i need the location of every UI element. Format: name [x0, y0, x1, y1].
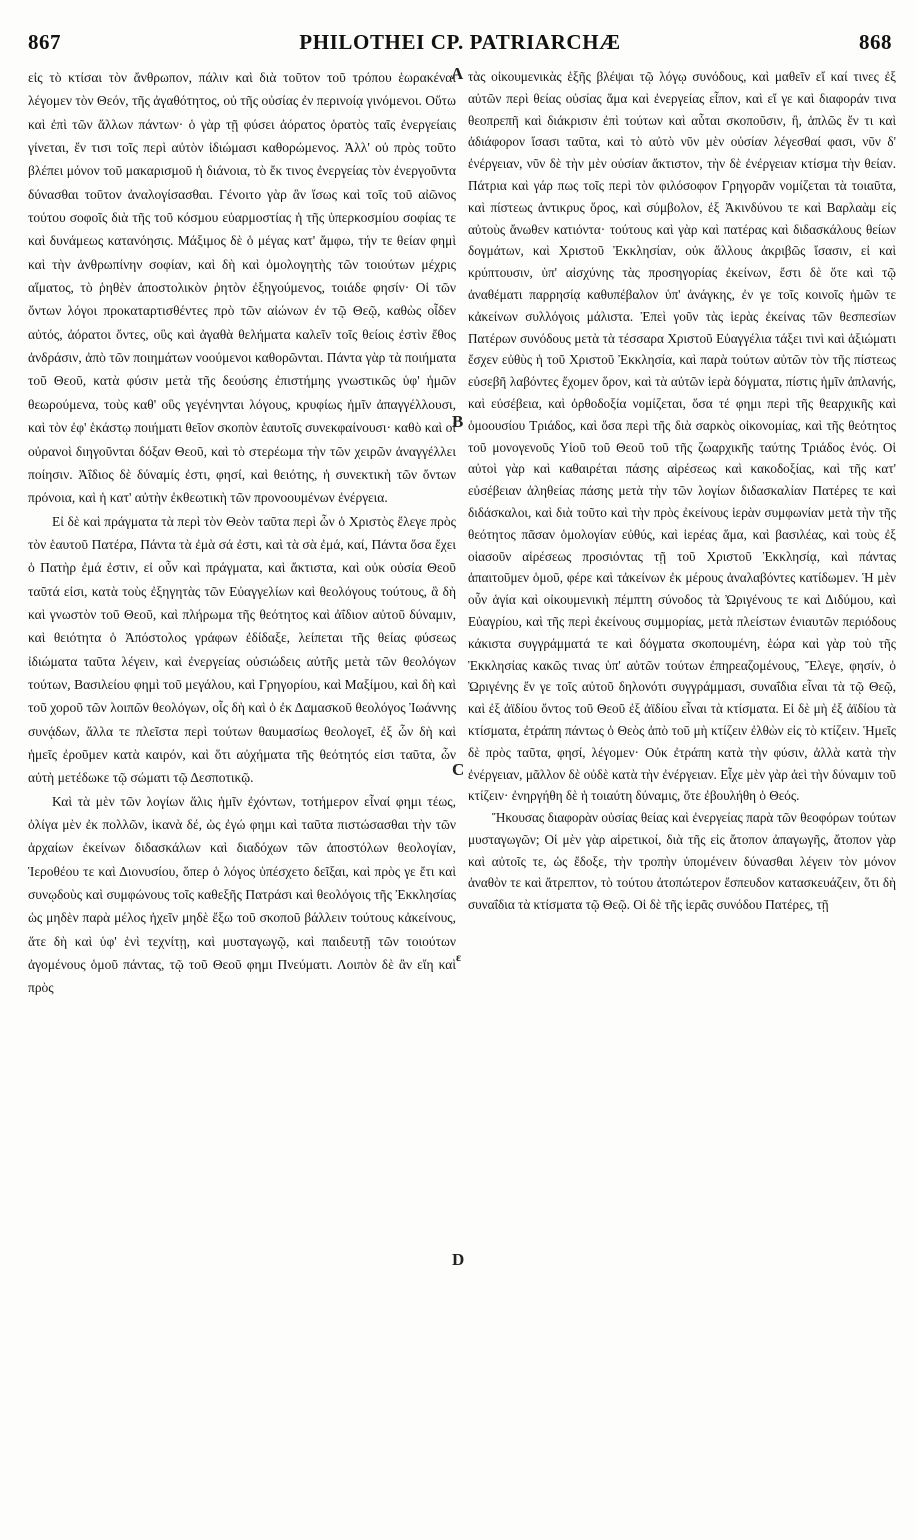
page-number-right: 868	[859, 30, 892, 54]
right-paragraph-1: τὰς οἰκουμενικὰς ἑξῆς βλέψαι τῷ λόγῳ συνόδους, καὶ μαθεῖν εἴ καί τινες ἐξ αὐτῶν περὶ θείας οὐσίας ἅμα καὶ ἐνεργείας εἶπον, καὶ εἴ γε καὶ διαφοράν τινα θεοπρεπῆ καὶ διάκρισιν ἐπὶ τούτων καὶ αὗται σκοποῦσιν, ἢ, ἁπλῶς ἔν τι καὶ ἀδιάφορον ἴσασι ταῦτα, καὶ τὸ αὐτὸ νῦν μὲν οὐσίαν λέγεσθαί φασι, νῦν δ' ἐνέργειαν, νῦν δὲ τὴν μὲν οὐσίαν ἄκτιστον, τὴν δὲ ἐνέργειαν κτίσμα τὴν θείαν. Πάτρια καὶ γάρ πως τοῖς περὶ τὸν φιλόσοφον Γρηγορᾶν νομίζεται τὰ τοιαῦτα, καὶ πίστεως ἀντικρυς ὅρος, καὶ σύμβολον, ἐξ Ἀκινδύνου τε καὶ Βαρλαὰμ εἰς αὐτοὺς ἄνωθεν κατιόντα· τούτους καὶ γὰρ καὶ πατέρας καὶ διδασκάλους θείων δογμάτων, καὶ Χριστοῦ Ἐκκλησίαν, οὐκ ἄλλους ἀκριβῶς ἴσασιν, εἰ καὶ κρύπτουσιν, ὑπ' αἰσχύνης τὰς προσηγορίας ἐκείνων, ἔστι δὲ ὅτε καὶ τῷ ἀναθέματι παρρησίᾳ καθυπέβαλον ὑπ' ἀνάγκης, ἐν γε τοῖς κοινοῖς ἡμῶν τε κἀκείνων συλλόγοις μάλιστα. Ἐπεὶ γοῦν τὰς ἱερὰς ἐκείνας τῶν θεσπεσίων Πατέρων συνόδους μετὰ τὰ τέσσαρα Χριστοῦ Εὐαγγέλια τάξει τινὶ καὶ ἀξιώματι ἔσχεν εὐθὺς ἡ τοῦ Χριστοῦ Ἐκκλησία, καὶ παρὰ τούτων αὐτῶν τὸν τῆς πίστεως εὐσεβῆ λαβόντες ἔχομεν ὅρον, καὶ τὰ αὐτῶν ἱερὰ δόγματα, πίστις ἡμῖν ἀπλανής, καὶ εὐσέβεια, καὶ ὀρθοδοξία νομίζεται, ὅσα τέ φημι περὶ τῆς θεαρχικῆς καὶ ὁμοουσίου Τριάδος, καὶ ὅσα περὶ τῆς διὰ σαρκὸς οἰκονομίας, καὶ τῆς θεότητος τοῦ μονογενοῦς Υἱοῦ τοῦ Θεοῦ τοῦ τῆς ζωαρχικῆς ταύτης Τριάδος ἑνός. Οἱ αὐτοὶ γὰρ καὶ καθαιρέται πάσης αἱρέσεως καὶ κακοδοξίας, καὶ τῆς κατ' εὐσέβειαν ἀληθείας πάσης μετὰ τὴν τῶν λογίων διδασκαλίαν Πατέρες τε καὶ διδάσκαλοι, καὶ διὰ τοῦτο καὶ τὴν πρὸς ἐκείνους ἱερὰν συμφωνίαν μετὰ τὴν τῆς θεότητος πᾶσαν ὁμολογίαν εὐθύς, καὶ ἱερέας ἅμα, καὶ βασιλέας, καὶ τοὺς ἐξ οἱασοῦν αἱρέσεως προσιόντας τῇ τοῦ Χριστοῦ Ἐκκλησίᾳ, καὶ πάντας ἀπαιτοῦμεν ὁμοῦ, φέρε καὶ τἀκείνων ἐκ μέρους ἀναλαβόντες κατίδωμεν. Ἡ μὲν οὖν ἁγία καὶ οἰκουμενικὴ πέμπτη σύνοδος τὰ Ὠριγένους τε καὶ Διδύμου, καὶ Εὐαγρίου, καὶ τῆς περὶ ἐκείνους συμμορίας, μετὰ πλείστων ἐνιαυτῶν περιόδους κάκιστα συγγράμματά τε καὶ δόγματα σκοπουμένη, ἑώρα καὶ γὰρ τοὺ τῆς Ἐκκλησίας κακῶς τινας ὑπ' αὐτῶν τούτων ἐπηρεαζομένους, Ἔλεγε, φησίν, ὁ Ὠριγένης ἔν γε τοῖς αὐτοῦ δηλονότι συγγράμμασι, συναΐδια εἶναι τὰ τῷ Θεῷ, καὶ ἐξ ἀϊδίου ὄντος τοῦ Θεοῦ ἐξ ἀϊδίου εἶναι τὰ κτίσματα. Εἰ δὲ μὴ ἐξ ἀϊδίου τὰ κτίσματα, ἐτράπη πάντως ὁ Θεὸς ἀπὸ τοῦ μὴ κτίζειν ἐλθὼν εἰς τὸ κτίζειν. Ἡμεῖς δὲ πρὸς ταῦτα, φησί, λέγομεν· Οὐκ ἐτράπη κατὰ τὴν φύσιν, ἀλλὰ κατὰ τὴν ἐνέργειαν, μᾶλλον δὲ οὐδὲ κατὰ τὴν ἐνέργειαν. Εἶχε μὲν γὰρ ἀεὶ τὴν δύναμιν τοῦ κτίζειν· ἐνηργήθη δὲ ἡ τοιαύτη δύναμις, ὅτε ἐβουλήθη ὁ Θεός.	[468, 69, 896, 804]
page-number-left: 867	[28, 30, 61, 54]
left-paragraph-3: Καὶ τὰ μὲν τῶν λογίων ἅλις ἡμῖν ἐχόντων, τοτήμερον εἶναί φημι τέως, ὀλίγα μὲν ἐκ πολλῶν, ἱκανὰ δέ, ὡς ἐγώ φημι καὶ ταῦτα πιστώσασθαι τὴν τῶν ἀρχαίων ἐκείνων διδασκάλων καὶ διαδόχων τῶν ἀποστόλων θεολογίαν, Ἱεροθέου τε καὶ Διονυσίου, ὅπερ ὁ λόγος ὑπέσχετο δεῖξαι, καὶ πρὸς γε ἔτι καὶ συνῳδοὺς καὶ συμφώνους τοῖς καθεξῆς Πατράσι καὶ θεολόγοις τῆς Ἐκκλησίας ὡς μηδὲν παρὰ μέλος ἠχεῖν μηδὲ ἔξω τοῦ σκοποῦ βάλλειν τούτους κἀκείνους, ἅτε δὴ καὶ ὑφ' ἑνὶ τεχνίτῃ, καὶ μυσταγωγῷ, καὶ παιδευτῇ τῶν τοιούτων ἀγομένους ὁμοῦ πάντας, τῷ τοῦ Θεοῦ φημι Πνεύματι. Λοιπὸν δὲ ἂν εἴη καὶ πρὸς	[28, 793, 456, 996]
section-marker-a: A	[451, 64, 464, 83]
margin-mark: ε	[456, 950, 462, 964]
page-header	[28, 30, 892, 60]
running-title: PHILOTHEI CP. PATRIARCHÆ	[299, 30, 621, 54]
left-paragraph-1: εἰς τὸ κτίσαι τὸν ἄνθρωπον, πάλιν καὶ διὰ τοῦτον τοῦ τρόπου ἑωρακέναι λέγομεν τὸν Θεόν, τῆς ἀγαθότητος, οὐ τῆς οὐσίας ἐν περινοίᾳ γινόμενοι. Οὕτω καὶ ἐπὶ τῶν ἄλλων πάντων· ὁ γὰρ τῇ φύσει ἀόρατος ὁρατὸς ταῖς ἐνεργείαις γίνεται, ἔν τισι τοῖς περὶ αὐτὸν ἰδιώμασι καθορώμενος. Ἀλλ' οὐ πρὸς τοῦτο βλέπει μόνον τοῦ μακαρισμοῦ ἡ διάνοια, τὸ ἔκ τινος ἐνεργείας τὸν ἐνεργοῦντα δύνασθαι τοῦτον ἀναλογίσασθαι. Γένοιτο γὰρ ἂν ἴσως καὶ τοῖς τοῦ αἰῶνος τούτου σοφοῖς διὰ τῆς τοῦ κόσμου εὐαρμοστίας ἡ τῆς ὑπερκοσμίου σοφίας τε καὶ δυνάμεως κατανόησις. Μάξιμος δὲ ὁ μέγας κατ' ἄμφω, τήν τε θείαν φημὶ καὶ τὴν ἀνθρωπίνην σοφίαν, καὶ δὴ καὶ ὁμολογητὴς τῶν τοιούτων μέχρις αἵματος, τὸ ῥηθὲν ἀποστολικὸν ῥητὸν ἐξηγούμενος, τοιάδε φησίν· Οἱ τῶν ὄντων λόγοι προκαταρτισθέντες πρὸ τῶν αἰώνων ἐν τῷ Θεῷ, καθὼς οἶδεν αὐτός, ἀόρατοι ὄντες, οὓς καὶ ἀγαθὰ θελήματα καλεῖν τοῖς θείοις ἐστὶν ἔθος ἀνδράσιν, ἀπὸ τῶν ποιημάτων νοούμενοι καθορῶνται. Πάντα γὰρ τὰ ποιήματα τοῦ Θεοῦ, κατὰ φύσιν μετὰ τῆς δεούσης ἐπιστήμης γνωστικῶς ὑφ' ἡμῶν θεωρούμενα, τοὺς καθ' οὓς γεγένηνται λόγους, κρυφίως ἡμῖν ἀπαγγέλλουσι, καὶ τὸν ἐφ' ἑκάστῳ ποιήματι θεῖον σκοπὸν ἑαυτοῖς συνεκφαίνουσι· καθὸ καὶ οἱ οὐρανοὶ διηγοῦνται δόξαν Θεοῦ, καὶ τὸ στερέωμα τὴν τῶν χειρῶν ἀναγγέλλει ποίησιν. Ἀΐδιος δὲ δύναμίς ἐστι, φησί, καὶ θειότης, ἡ συνεκτικὴ τῶν ὄντων πρόνοια, καὶ ἡ κατ' αὐτὴν ἐκθεωτικὴ τῶν προνοουμένων ἐνέργεια.	[28, 70, 456, 506]
right-column	[468, 66, 896, 1526]
section-marker-c: C	[452, 760, 465, 779]
left-paragraph-2: Εἰ δὲ καὶ πράγματα τὰ περὶ τὸν Θεὸν ταῦτα περὶ ὧν ὁ Χριστὸς ἔλεγε πρὸς τὸν ἑαυτοῦ Πατέρα, Πάντα τὰ ἐμὰ σά ἐστι, καὶ τὰ σὰ ἐμά, καί, Πάντα ὅσα ἔχει ὁ Πατὴρ ἐμά ἐστιν, εἰ οὖν καὶ πράγματα, καὶ ἄκτιστα, καὶ οὐκ οὐσία Θεοῦ ταῦτά εἰσι, κατὰ τοὺς ἐξηγητὰς τῶν Εὐαγγελίων καὶ θεολόγους τούτους, ἃ δὴ καὶ γνωστὸν τοῦ Θεοῦ, καὶ πλήρωμα τῆς θεότητος καὶ ἀΐδιον αὐτοῦ δύναμιν, καὶ θειότητα ὁ Ἀπόστολος γράφων ἐδίδαξε, λείπεται τῆς θείας φύσεως ἰδιώματα ταῦτα λέγειν, καὶ ἐνεργείας οὐσιώδεις αὐτῆς μετὰ τῶν θεολόγων τούτων, Βασιλείου φημὶ τοῦ μεγάλου, καὶ Γρηγορίου, καὶ Μαξίμου, καὶ δὴ καὶ τοῦ χοροῦ τῶν λοιπῶν θεολόγων, οἷς δὴ καὶ ὁ ἐκ Δαμασκοῦ θεολόγος Ἰωάννης συνᾴδων, ἄλλα τε πλεῖστα περὶ τούτων θαυμασίως θεολογεῖ, ἐξ ὧν δὴ καὶ ἡμεῖς ἐροῦμεν κατὰ καιρόν, καὶ ὅτι αὐχήματα τῆς θεότητός εἰσι ταῦτα, ὧν αὐτὴ μετέδωκε τῷ σώματι τῷ Δεσποτικῷ.	[28, 513, 456, 786]
left-column	[28, 66, 456, 1526]
section-marker-b: B	[452, 412, 464, 431]
section-marker-d: D	[452, 1250, 465, 1269]
right-paragraph-2: Ἤκουσας διαφορὰν οὐσίας θείας καὶ ἐνεργείας παρὰ τῶν θεοφόρων τούτων μυσταγωγῶν; Οἱ μὲν γὰρ αἱρετικοί, διὰ τῆς εἰς ἄτοπον ἀπαγωγῆς, ἄτοπον γὰρ καὶ αὐτοῖς τε, ὡς ἔδοξε, τὴν τροπὴν ὑπομένειν δύνασθαι λέγειν τὸν μόνον ἀναθὸν τε καὶ ἄτρεπτον, τὸ τούτου ἀτοπώτερον ἔσπευδον κατασκευάζειν, ὅτι δὴ συναΐδια τὰ κτίσματα τῷ Θεῷ. Οἱ δὲ τῆς ἱερᾶς συνόδου Πατέρες, τῇ	[468, 810, 896, 913]
